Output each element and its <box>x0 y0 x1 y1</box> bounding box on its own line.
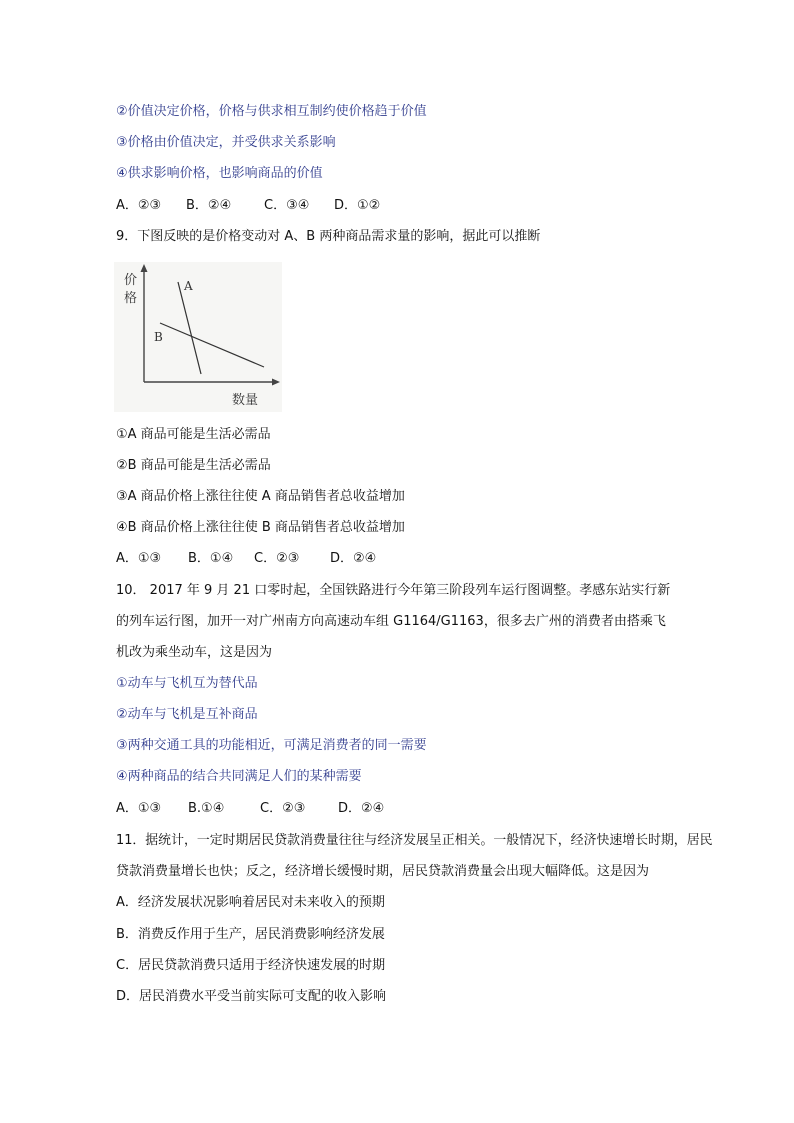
curve-b-label: B <box>154 330 163 344</box>
demand-graph <box>114 262 282 412</box>
q9-stem: 9．下图反映的是价格变动对 A、B 两种商品需求量的影响，据此可以推断 <box>116 229 541 244</box>
q8-option-4: ④供求影响价格，也影响商品的价值 <box>116 166 323 181</box>
x-axis-label: 数量 <box>232 393 259 408</box>
q8-choice-a: A．②③ <box>116 198 162 213</box>
q10-choices <box>116 800 384 818</box>
q9-option-4: ④B 商品价格上涨往往使 B 商品销售者总收益增加 <box>116 520 405 535</box>
q10-stem-line-2: 的列车运行图，加开一对广州南方向高速动车组 G1164/G1163，很多去广州的消费者由搭乘飞 <box>116 614 666 629</box>
q10-choice-a: A．①③ <box>116 801 162 816</box>
q8-option-3: ③价格由价值决定，并受供求关系影响 <box>116 135 336 150</box>
q9-choice-d: D．②④ <box>330 551 377 566</box>
q8-choice-b: B．②④ <box>186 198 232 213</box>
q9-option-1: ①A 商品可能是生活必需品 <box>116 427 271 442</box>
q10-choice-c: C．②③ <box>260 801 306 816</box>
q10-option-4: ④两种商品的结合共同满足人们的某种需要 <box>116 769 362 784</box>
q11-stem-line-1: 11．据统计，一定时期居民贷款消费量往往与经济发展呈正相关。一般情况下，经济快速增长时期，居民 <box>116 833 713 848</box>
q9-choice-a: A．①③ <box>116 551 162 566</box>
q10-stem-line-3: 机改为乘坐动车，这是因为 <box>116 645 273 660</box>
q10-option-3: ③两种交通工具的功能相近，可满足消费者的同一需要 <box>116 738 427 753</box>
q10-option-2: ②动车与飞机是互补商品 <box>116 707 258 722</box>
q8-choice-d: D．①② <box>334 198 381 213</box>
y-axis-label-2: 格 <box>124 291 138 306</box>
q9-choice-b: B．①④ <box>188 551 234 566</box>
q9-choices <box>116 550 376 568</box>
q10-option-1: ①动车与飞机互为替代品 <box>116 676 258 691</box>
q8-option-2: ②价值决定价格，价格与供求相互制约使价格趋于价值 <box>116 104 427 119</box>
q11-option-a: A．经济发展状况影响着居民对未来收入的预期 <box>116 895 385 910</box>
q10-choice-b: B.①④ <box>188 801 225 816</box>
q9-option-3: ③A 商品价格上涨往往使 A 商品销售者总收益增加 <box>116 489 405 504</box>
q11-stem-line-2: 贷款消费量增长也快；反之，经济增长缓慢时期，居民贷款消费量会出现大幅降低。这是因为 <box>116 864 650 879</box>
q10-stem-line-1: 10． 2017 年 9 月 21 口零时起，全国铁路进行今年第三阶段列车运行图调整。孝感东站实行新 <box>116 583 671 598</box>
q9-option-2: ②B 商品可能是生活必需品 <box>116 458 271 473</box>
q11-option-d: D．居民消费水平受当前实际可支配的收入影响 <box>116 989 387 1004</box>
q8-choice-c: C．③④ <box>264 198 310 213</box>
graph-background <box>114 262 282 412</box>
curve-a-label: A <box>184 279 193 293</box>
q11-option-c: C．居民贷款消费只适用于经济快速发展的时期 <box>116 958 386 973</box>
q10-choice-d: D．②④ <box>338 801 385 816</box>
q8-choices <box>116 197 380 215</box>
q11-option-b: B．消费反作用于生产，居民消费影响经济发展 <box>116 927 385 942</box>
q9-choice-c: C．②③ <box>254 551 300 566</box>
y-axis-label-1: 价 <box>124 273 138 288</box>
